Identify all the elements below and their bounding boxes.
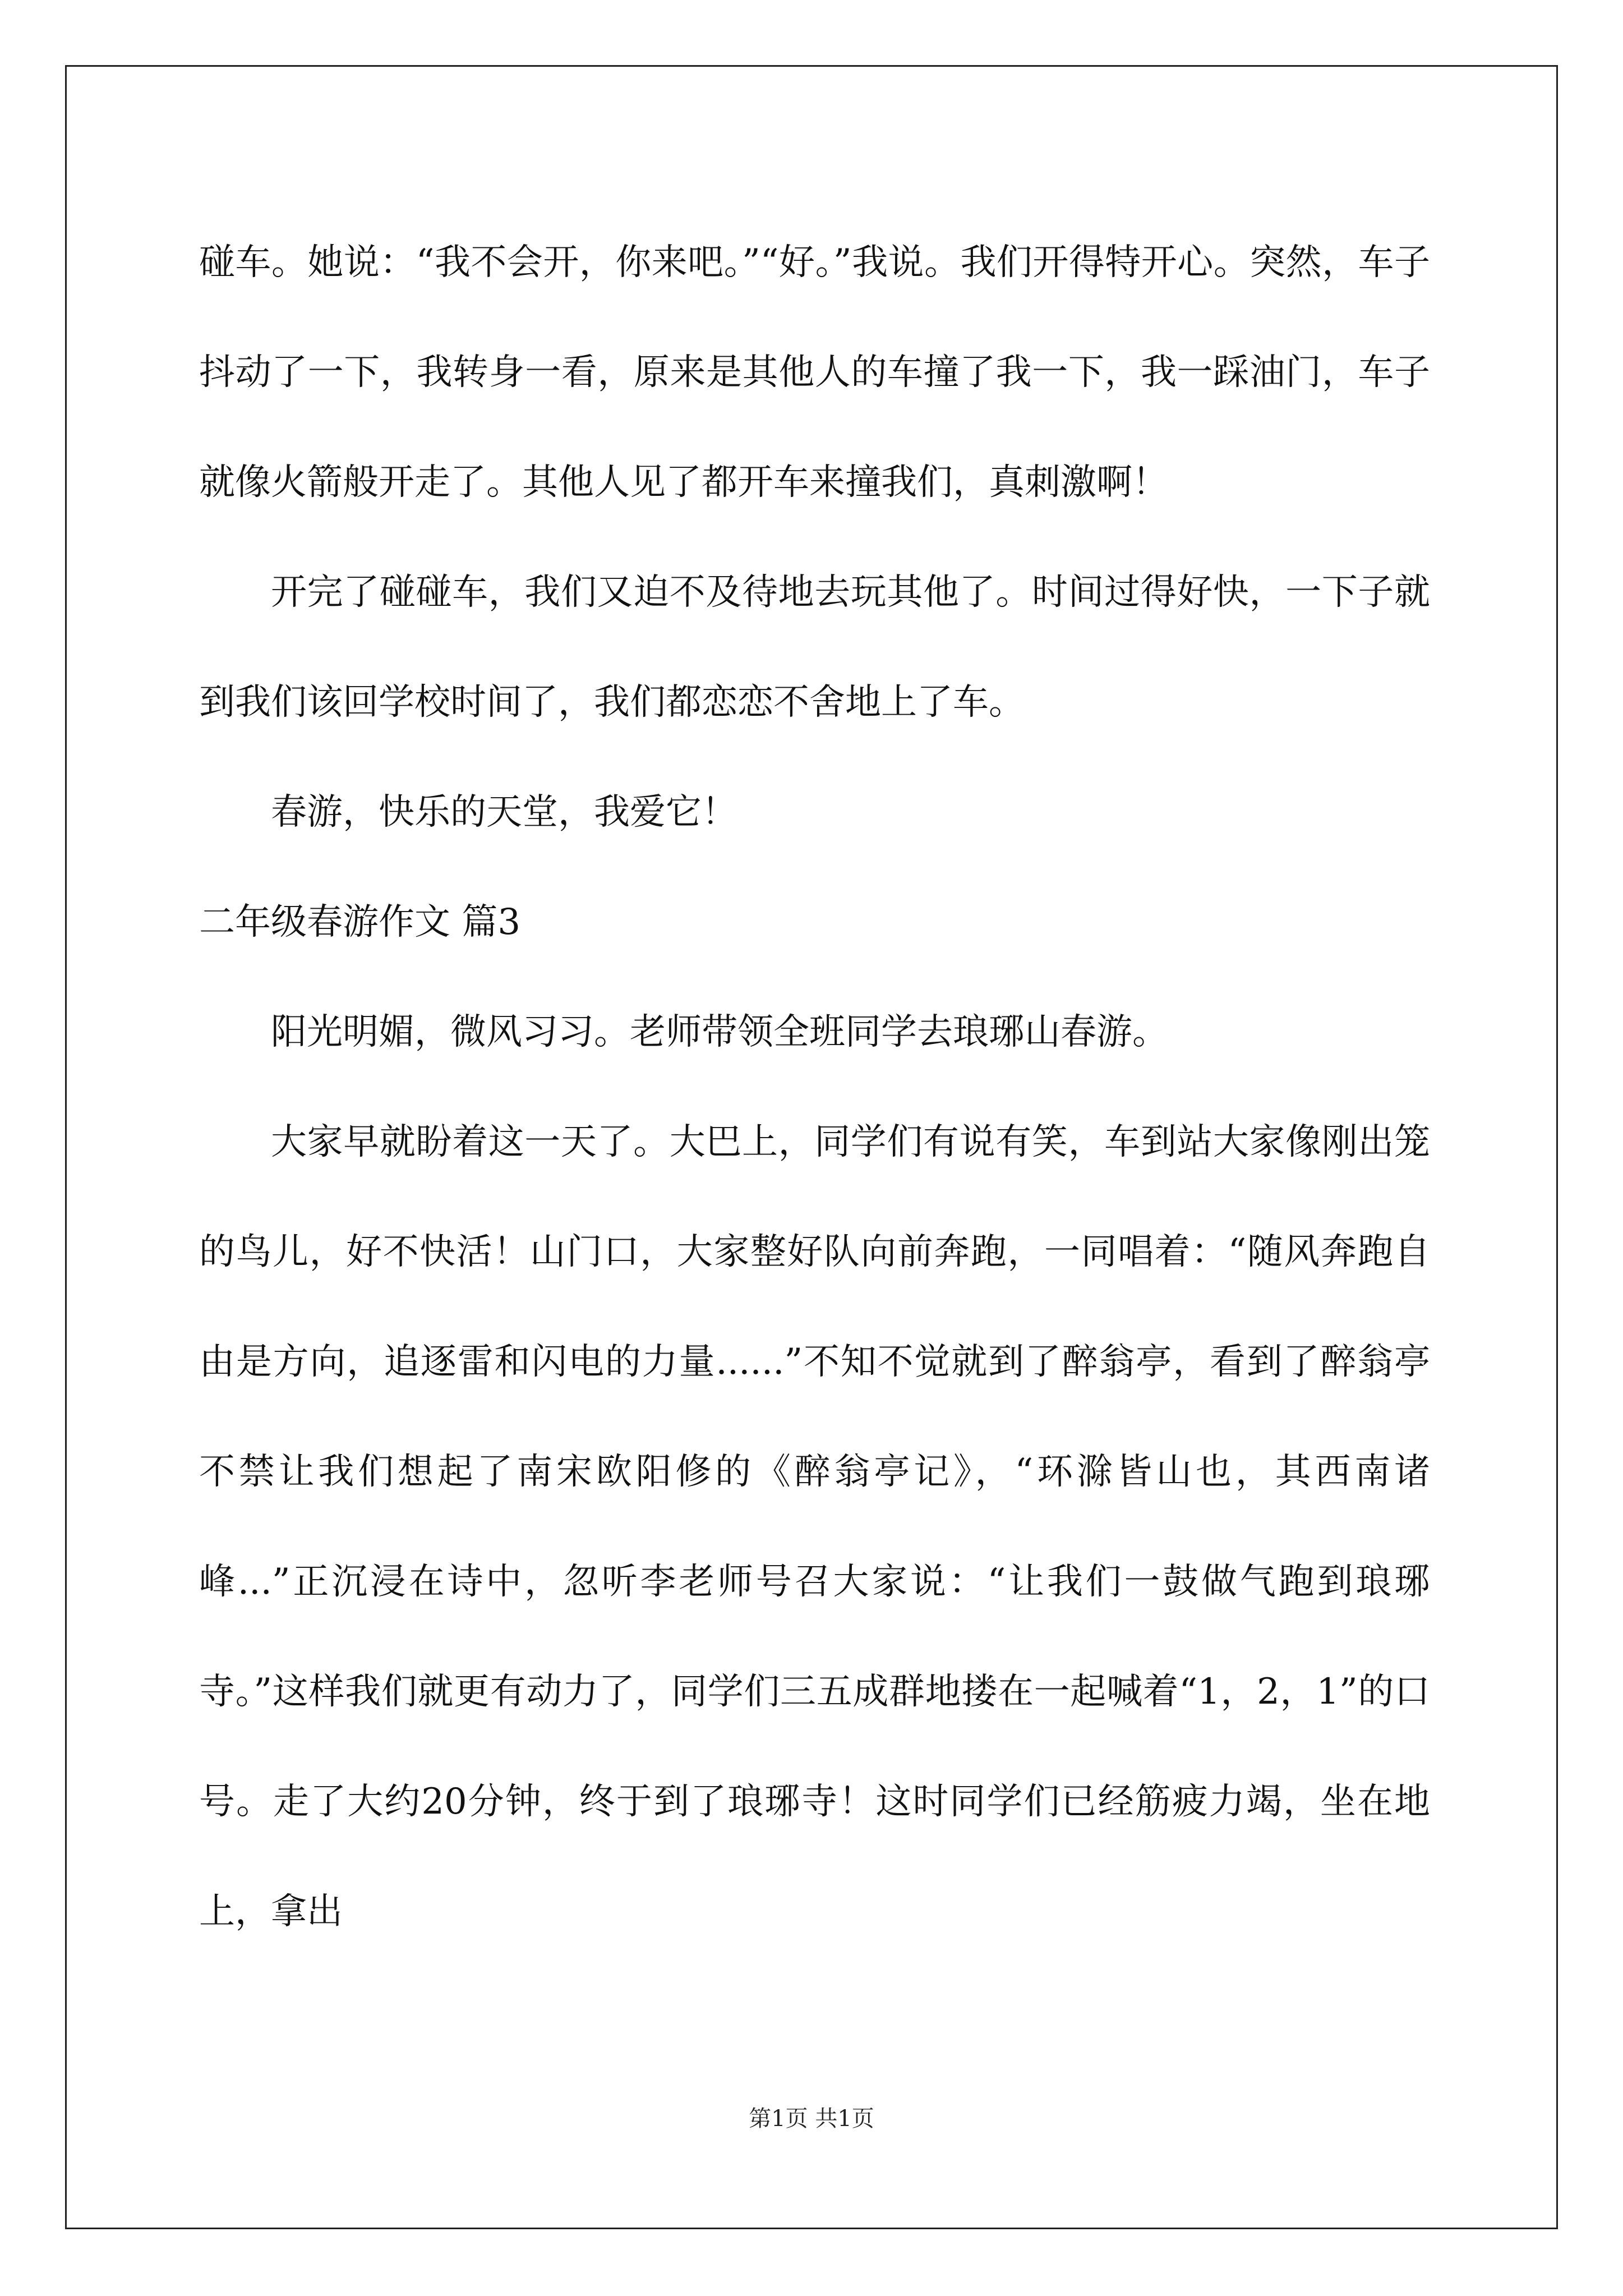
paragraph: 大家早就盼着这一天了。大巴上，同学们有说有笑，车到站大家像刚出笼的鸟儿，好不快活！山门口，大家整好队向前奔跑，一同唱着：“随风奔跑自由是方向，追逐雷和闪电的力量......”不知不觉就到了醉翁亭，看到了醉翁亭不禁让我们想起了南宋欧阳修的《醉翁亭记》，“环滁皆山也，其西南诸峰...”正沉浸在诗中，忽听李老师号召大家说：“让我们一鼓做气跑到琅琊寺。”这样我们就更有动力了，同学们三五成群地搂在一起喊着“1，2，1”的口号。走了大约20分钟，终于到了琅琊寺！这时同学们已经筋疲力竭，坐在地上，拿出 — [199, 1121, 1430, 1932]
page-footer: 第1页 共1页 — [749, 2106, 874, 2132]
paragraph: 阳光明媚，微风习习。老师带领全班同学去琅琊山春游。 — [271, 1011, 1168, 1053]
paragraph: 开完了碰碰车，我们又迫不及待地去玩其他了。时间过得好快，一下子就到我们该回学校时间了，我们都恋恋不舍地上了车。 — [199, 572, 1430, 723]
document-body — [199, 208, 1430, 1967]
section-heading: 二年级春游作文 篇3 — [199, 901, 521, 943]
paragraph: 春游，快乐的天堂，我爱它！ — [271, 792, 737, 833]
paragraph-continuation: 碰车。她说：“我不会开，你来吧。”“好。”我说。我们开得特开心。突然，车子抖动了一下，我转身一看，原来是其他人的车撞了我一下，我一踩油门，车子就像火箭般开走了。其他人见了都开车来撞我们，真刺激啊！ — [199, 242, 1430, 503]
